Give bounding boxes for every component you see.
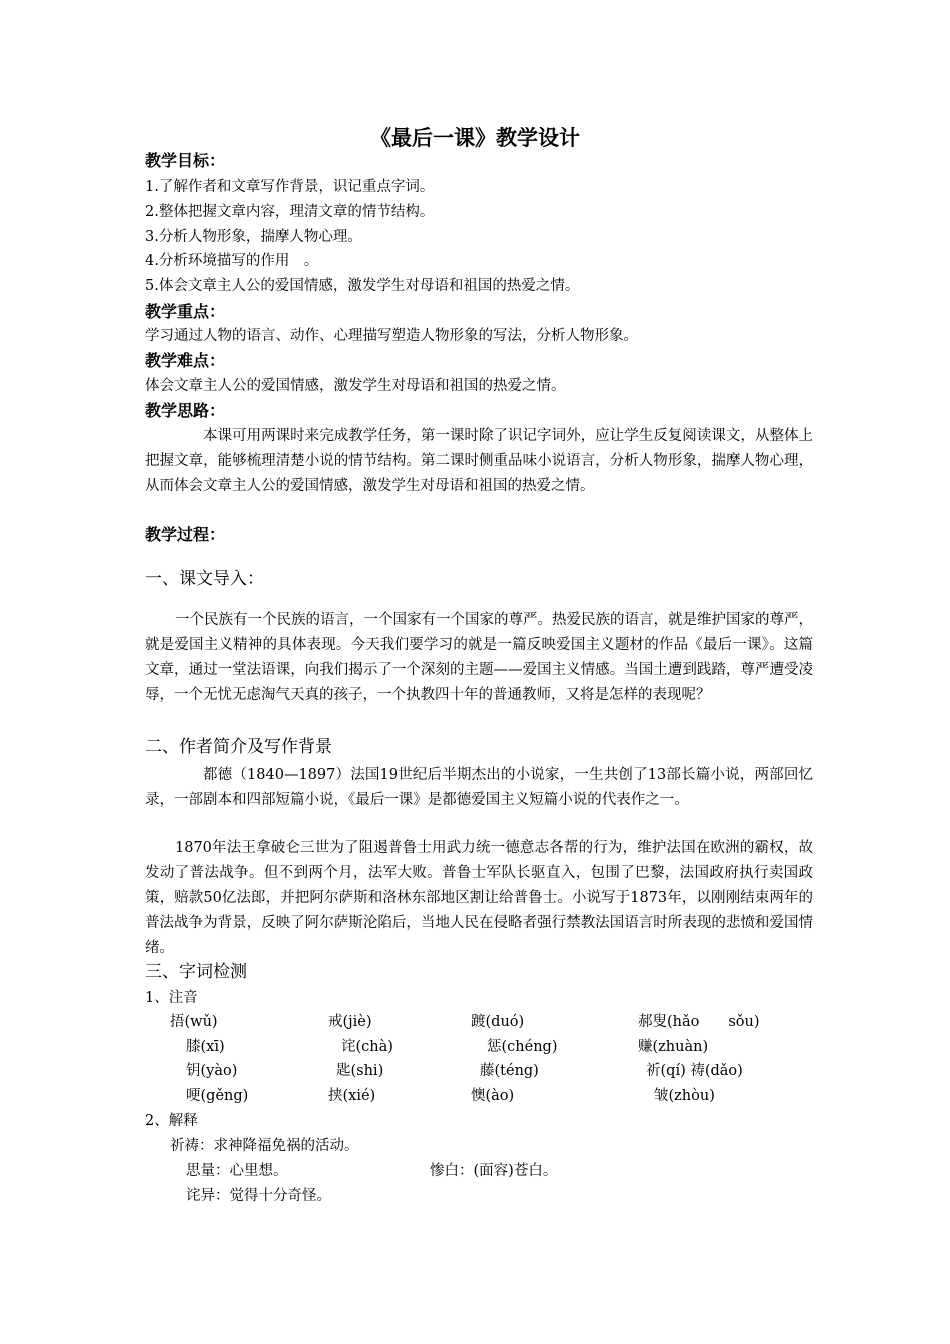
pinyin-item: 懊(ào) <box>471 1088 515 1104</box>
pinyin-item: 诧(chà) <box>341 1039 393 1055</box>
pinyin-item: 踱(duó) <box>471 1014 525 1030</box>
section-2-author-text: 都德（1840—1897）法国19世纪后半期杰出的小说家，一生共创了13部长篇小说，两部回忆录，一部剧本和四部短篇小说，《最后一课》是都德爱国主义短篇小说的代表作之一。 <box>145 767 813 808</box>
approach-text: 本课可用两课时来完成教学任务，第一课时除了识记字词外，应让学生反复阅读课文，从整体上把握文章，能够梳理清楚小说的情节结构。第二课时侧重品味小说语言，分析人物形象，揣摩人物心理，从而体会文章主人公的爱国情感，激发学生对母语和祖国的热爱之情。 <box>145 428 813 494</box>
section-1-text: 一个民族有一个民族的语言，一个国家有一个国家的尊严。热爱民族的语言，就是维护国家的尊严，就是爱国主义精神的具体表现。今天我们要学习的就是一篇反映爱国主义题材的作品《最后一课》。这篇文章，通过一堂法语课，向我们揭示了一个深刻的主题——爱国主义情感。当国土遭到践踏，尊严遭受凌辱，一个无忧无虑淘气天真的孩子，一个执教四十年的普通教师，又将是怎样的表现呢？ <box>145 612 813 703</box>
key-points-text: 学习通过人物的语言、动作、心理描写塑造人物形象的写法，分析人物形象。 <box>145 328 638 344</box>
process-heading: 教学过程： <box>145 525 226 544</box>
difficulty-heading: 教学难点： <box>145 351 226 370</box>
goal-item-3: 3.分析人物形象，揣摩人物心理。 <box>145 229 362 245</box>
definition-item: 思量：心里想。 <box>186 1163 288 1179</box>
approach-heading: 教学思路： <box>145 401 226 420</box>
pinyin-item: 哽(gěng) <box>186 1088 249 1104</box>
pinyin-item: 赚(zhuàn) <box>638 1039 709 1055</box>
definition-item: 诧异：觉得十分奇怪。 <box>186 1188 331 1204</box>
definition-item: 祈祷：求神降福免祸的活动。 <box>170 1138 359 1154</box>
key-points-heading: 教学重点： <box>145 302 226 321</box>
goal-item-2: 2.整体把握文章内容，理清文章的情节结构。 <box>145 204 435 220</box>
difficulty-text: 体会文章主人公的爱国情感，激发学生对母语和祖国的热爱之情。 <box>145 378 566 394</box>
pinyin-item: 钥(yào) <box>186 1063 238 1079</box>
pinyin-item: 挟(xié) <box>328 1088 376 1104</box>
section-2-heading: 二、作者简介及写作背景 <box>145 737 332 757</box>
pinyin-item: 藤(téng) <box>480 1063 539 1079</box>
pinyin-item: 捂(wǔ) <box>170 1014 218 1030</box>
goal-item-4: 4.分析环境描写的作用 。 <box>145 253 319 269</box>
pinyin-item: 祈(qí) 祷(dǎo) <box>646 1063 743 1079</box>
definition-item: 惨白：(面容)苍白。 <box>430 1163 558 1179</box>
goal-item-1: 1.了解作者和文章写作背景，识记重点字词。 <box>145 179 435 195</box>
definitions-subheading: 2、解释 <box>145 1113 198 1129</box>
goal-item-5: 5.体会文章主人公的爱国情感，激发学生对母语和祖国的热爱之情。 <box>145 278 580 294</box>
section-1-heading: 一、课文导入： <box>145 569 264 589</box>
pinyin-item: 惩(chéng) <box>487 1039 558 1055</box>
section-2-background-text: 1870年法王拿破仑三世为了阻遏普鲁士用武力统一德意志各帮的行为，维护法国在欧洲的霸权，故发动了普法战争。但不到两个月，法军大败。普鲁士军队长驱直入，包围了巴黎，法国政府执行卖国政策，赔款50亿法郎，并把阿尔萨斯和洛林东部地区割让给普鲁士。小说写于1873年，以刚刚结束两年的普法战争为背景，反映了阿尔萨斯沦陷后，当地人民在侵略者强行禁教法国语言时所表现的悲愤和爱国情绪。 <box>145 840 813 956</box>
section-3-heading: 三、字词检测 <box>145 962 247 982</box>
pinyin-item: 膝(xī) <box>186 1039 225 1055</box>
pinyin-item: 戒(jiè) <box>328 1014 372 1030</box>
document-title: 《最后一课》教学设计 <box>370 126 580 150</box>
pinyin-item: 皱(zhòu) <box>654 1088 715 1104</box>
pinyin-item: 匙(shi) <box>336 1063 384 1079</box>
pinyin-item: 郝叟(hǎo sǒu) <box>638 1014 760 1030</box>
goals-heading: 教学目标： <box>145 151 226 170</box>
pinyin-subheading: 1、注音 <box>145 990 198 1006</box>
